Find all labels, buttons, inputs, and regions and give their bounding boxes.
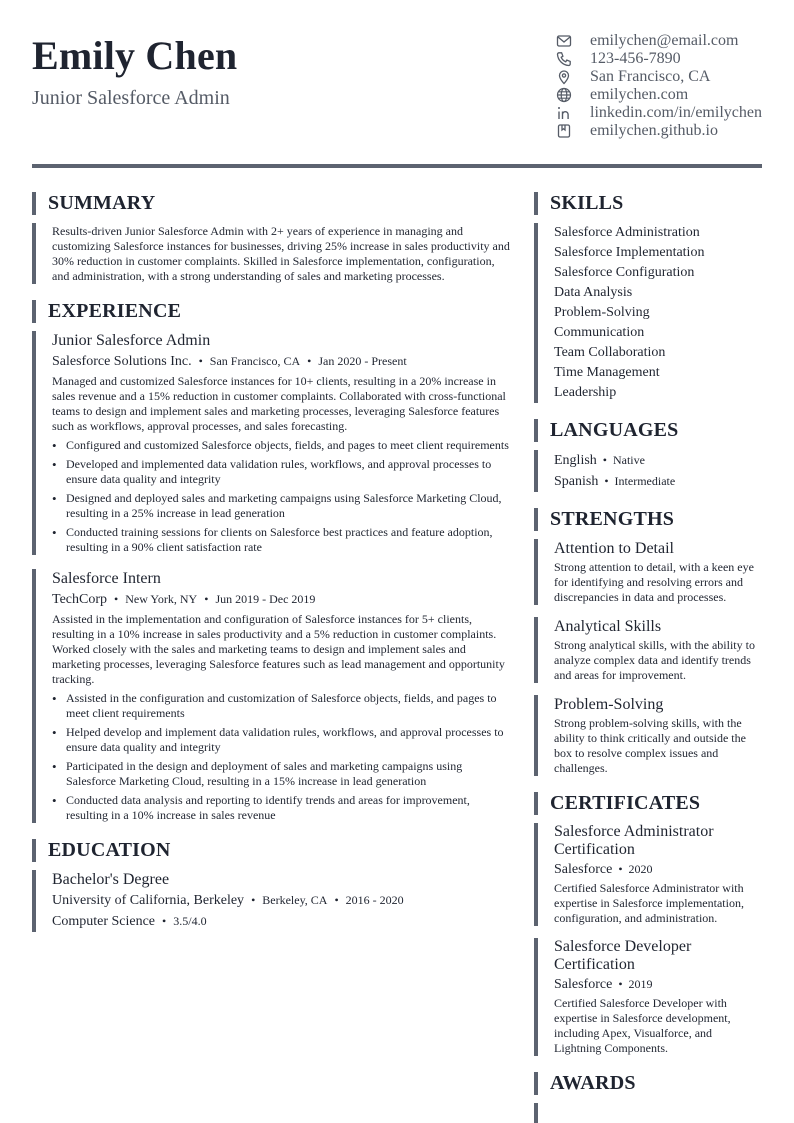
linkedin-icon bbox=[556, 104, 590, 122]
skill-item: Time Management bbox=[554, 365, 660, 380]
contact-location-text: San Francisco, CA bbox=[590, 68, 711, 85]
certificate-issuer: Salesforce bbox=[554, 862, 613, 877]
job-title: Salesforce Intern bbox=[52, 570, 161, 587]
strength-title: Analytical Skills bbox=[554, 618, 662, 635]
right-column bbox=[534, 192, 762, 1123]
strength-item bbox=[534, 617, 762, 683]
languages-section bbox=[534, 419, 762, 492]
awards-body bbox=[534, 1103, 762, 1123]
certificate-year: 2019 bbox=[628, 977, 653, 991]
candidate-name: Emily Chen bbox=[32, 33, 238, 78]
skills-heading: SKILLS bbox=[534, 192, 762, 215]
globe-icon bbox=[556, 86, 590, 104]
skill-item: Salesforce Implementation bbox=[554, 245, 705, 260]
strength-description: Strong attention to detail, with a keen eye for identifying and resolving errors and discrepancies in data and processes. bbox=[554, 560, 754, 604]
certificate-meta: Salesforce • 2019 bbox=[554, 977, 653, 992]
job-bullet: • Designed and deployed sales and marketing campaigns using Salesforce Marketing Cloud, resulting in a 25% increase in lead generation bbox=[52, 491, 510, 521]
contact-github-text: emilychen.github.io bbox=[590, 122, 718, 139]
education-location: Berkeley, CA bbox=[262, 893, 328, 907]
certificate-issuer: Salesforce bbox=[554, 977, 613, 992]
contact-phone[interactable] bbox=[556, 50, 776, 68]
skill-item: Data Analysis bbox=[554, 285, 633, 300]
strengths-section bbox=[534, 508, 762, 776]
job-entry bbox=[32, 569, 510, 823]
job-location: New York, NY bbox=[125, 592, 198, 606]
certificate-year: 2020 bbox=[628, 862, 653, 876]
awards-heading: AWARDS bbox=[534, 1072, 762, 1095]
contact-phone-text: 123-456-7890 bbox=[590, 50, 681, 67]
job-description: Assisted in the implementation and configuration of Salesforce instances for 5+ clients, resulting in a 10% increase in sales productivity and a 5% reduction in customer complaints. Worked closely with the sales and marketing teams to design and implement sales and marketing processes, leveraging Salesforce features such as lead management and opportunity tracking. bbox=[52, 612, 505, 686]
skill-item: Team Collaboration bbox=[554, 345, 666, 360]
job-bullet: • Conducted training sessions for clients on Salesforce best practices and feature adoption, resulting in a 90% client satisfaction rate bbox=[52, 525, 510, 555]
languages-heading: LANGUAGES bbox=[534, 419, 762, 442]
strength-title: Attention to Detail bbox=[554, 540, 674, 557]
skill-item: Problem-Solving bbox=[554, 305, 650, 320]
language-item: English • Native bbox=[554, 453, 645, 468]
contact-linkedin[interactable] bbox=[556, 104, 776, 122]
strengths-heading: STRENGTHS bbox=[534, 508, 762, 531]
education-school: University of California, Berkeley bbox=[52, 893, 245, 908]
summary-heading: SUMMARY bbox=[32, 192, 510, 215]
strength-description: Strong problem-solving skills, with the ability to think critically and outside the box to resolve complex issues and challenges. bbox=[554, 716, 746, 775]
education-degree: Bachelor's Degree bbox=[52, 871, 170, 888]
contact-linkedin-text: linkedin.com/in/emilychen bbox=[590, 104, 762, 121]
experience-heading: EXPERIENCE bbox=[32, 300, 510, 323]
envelope-icon bbox=[556, 32, 590, 50]
job-location: San Francisco, CA bbox=[209, 354, 301, 368]
job-bullets bbox=[52, 438, 510, 555]
bookmark-icon bbox=[556, 122, 590, 140]
language-item: Spanish • Intermediate bbox=[554, 474, 676, 489]
job-bullet: • Assisted in the configuration and customization of Salesforce objects, fields, and pages to meet client requirements bbox=[52, 691, 510, 721]
job-entry bbox=[32, 331, 510, 555]
experience-section bbox=[32, 300, 510, 823]
certificate-title: Salesforce Developer Certification bbox=[554, 938, 692, 973]
language-level: Native bbox=[612, 453, 645, 467]
language-level: Intermediate bbox=[614, 474, 676, 488]
skills-section bbox=[534, 192, 762, 403]
job-dates: Jan 2020 - Present bbox=[318, 354, 407, 368]
skill-item: Leadership bbox=[554, 385, 617, 400]
strength-description: Strong analytical skills, with the ability to analyze complex data and identify trends and areas for improvement. bbox=[554, 638, 755, 682]
job-bullet: • Configured and customized Salesforce objects, fields, and pages to meet client requirements bbox=[52, 438, 510, 453]
skill-item: Communication bbox=[554, 325, 645, 340]
job-bullet: • Conducted data analysis and reporting to identify trends and areas for improvement, resulting in a 10% increase in sales revenue bbox=[52, 793, 510, 823]
job-company: TechCorp bbox=[52, 592, 108, 607]
education-meta: University of California, Berkeley • Berkeley, CA • 2016 - 2020 bbox=[52, 893, 404, 908]
left-column bbox=[32, 192, 510, 948]
job-bullet: • Helped develop and implement data validation rules, workflows, and approval processes to ensure data quality and integrity bbox=[52, 725, 510, 755]
education-major: Computer Science bbox=[52, 914, 156, 929]
education-dates: 2016 - 2020 bbox=[345, 893, 404, 907]
job-title: Junior Salesforce Admin bbox=[52, 332, 211, 349]
certificate-title: Salesforce Administrator Certification bbox=[554, 823, 714, 858]
contact-website[interactable] bbox=[556, 86, 776, 104]
strength-item bbox=[534, 539, 762, 605]
contact-list bbox=[556, 32, 776, 140]
language-name: Spanish bbox=[554, 474, 599, 489]
job-dates: Jun 2019 - Dec 2019 bbox=[215, 592, 316, 606]
job-meta: TechCorp • New York, NY • Jun 2019 - Dec 2019 bbox=[52, 592, 316, 607]
awards-section bbox=[534, 1072, 762, 1123]
location-pin-icon bbox=[556, 68, 590, 86]
certificate-description: Certified Salesforce Administrator with expertise in Salesforce implementation, configuration, and administration. bbox=[554, 881, 744, 925]
job-company: Salesforce Solutions Inc. bbox=[52, 354, 192, 369]
education-major-row: Computer Science • 3.5/4.0 bbox=[52, 914, 207, 929]
contact-location bbox=[556, 68, 776, 86]
candidate-title: Junior Salesforce Admin bbox=[32, 87, 230, 109]
summary-section bbox=[32, 192, 510, 284]
language-name: English bbox=[554, 453, 597, 468]
job-bullets bbox=[52, 691, 510, 823]
job-bullet: • Participated in the design and deployment of sales and marketing campaigns using Salesforce Marketing Cloud, resulting in a 15% increase in lead generation bbox=[52, 759, 510, 789]
certificate-item bbox=[534, 823, 762, 926]
contact-email[interactable] bbox=[556, 32, 776, 50]
header-divider bbox=[32, 164, 762, 168]
certificates-heading: CERTIFICATES bbox=[534, 792, 762, 815]
job-bullet: • Developed and implemented data validation rules, workflows, and approval processes to ensure data quality and integrity bbox=[52, 457, 510, 487]
summary-text: Results-driven Junior Salesforce Admin with 2+ years of experience in managing and customizing Salesforce instances for businesses, driving 25% increase in sales productivity and 30% reduction in customer complaints. Skilled in Salesforce implementation, configuration, and administration, with a strong understanding of sales and marketing processes. bbox=[52, 224, 510, 283]
certificate-description: Certified Salesforce Developer with expertise in Salesforce development, including Apex, Visualforce, and Lightning Components. bbox=[554, 996, 731, 1055]
contact-website-text: emilychen.com bbox=[590, 86, 689, 103]
job-description: Managed and customized Salesforce instances for 10+ clients, resulting in a 20% increase in sales revenue and a 15% reduction in customer complaints. Collaborated with cross-functional teams to design and implement sales and marketing processes, leveraging Salesforce features such as workflows, approval processes, and sales forecasting. bbox=[52, 374, 506, 433]
job-meta: Salesforce Solutions Inc. • San Francisco, CA • Jan 2020 - Present bbox=[52, 354, 407, 369]
certificates-section bbox=[534, 792, 762, 1056]
skill-item: Salesforce Administration bbox=[554, 225, 700, 240]
phone-icon bbox=[556, 50, 590, 68]
contact-email-text: emilychen@email.com bbox=[590, 32, 739, 49]
skill-item: Salesforce Configuration bbox=[554, 265, 695, 280]
certificate-meta: Salesforce • 2020 bbox=[554, 862, 653, 877]
contact-github[interactable] bbox=[556, 122, 776, 140]
education-heading: EDUCATION bbox=[32, 839, 510, 862]
strength-item bbox=[534, 695, 762, 776]
resume-header bbox=[32, 30, 762, 168]
strength-title: Problem-Solving bbox=[554, 696, 664, 713]
education-gpa: 3.5/4.0 bbox=[173, 914, 207, 928]
education-section bbox=[32, 839, 510, 932]
certificate-item bbox=[534, 938, 762, 1056]
